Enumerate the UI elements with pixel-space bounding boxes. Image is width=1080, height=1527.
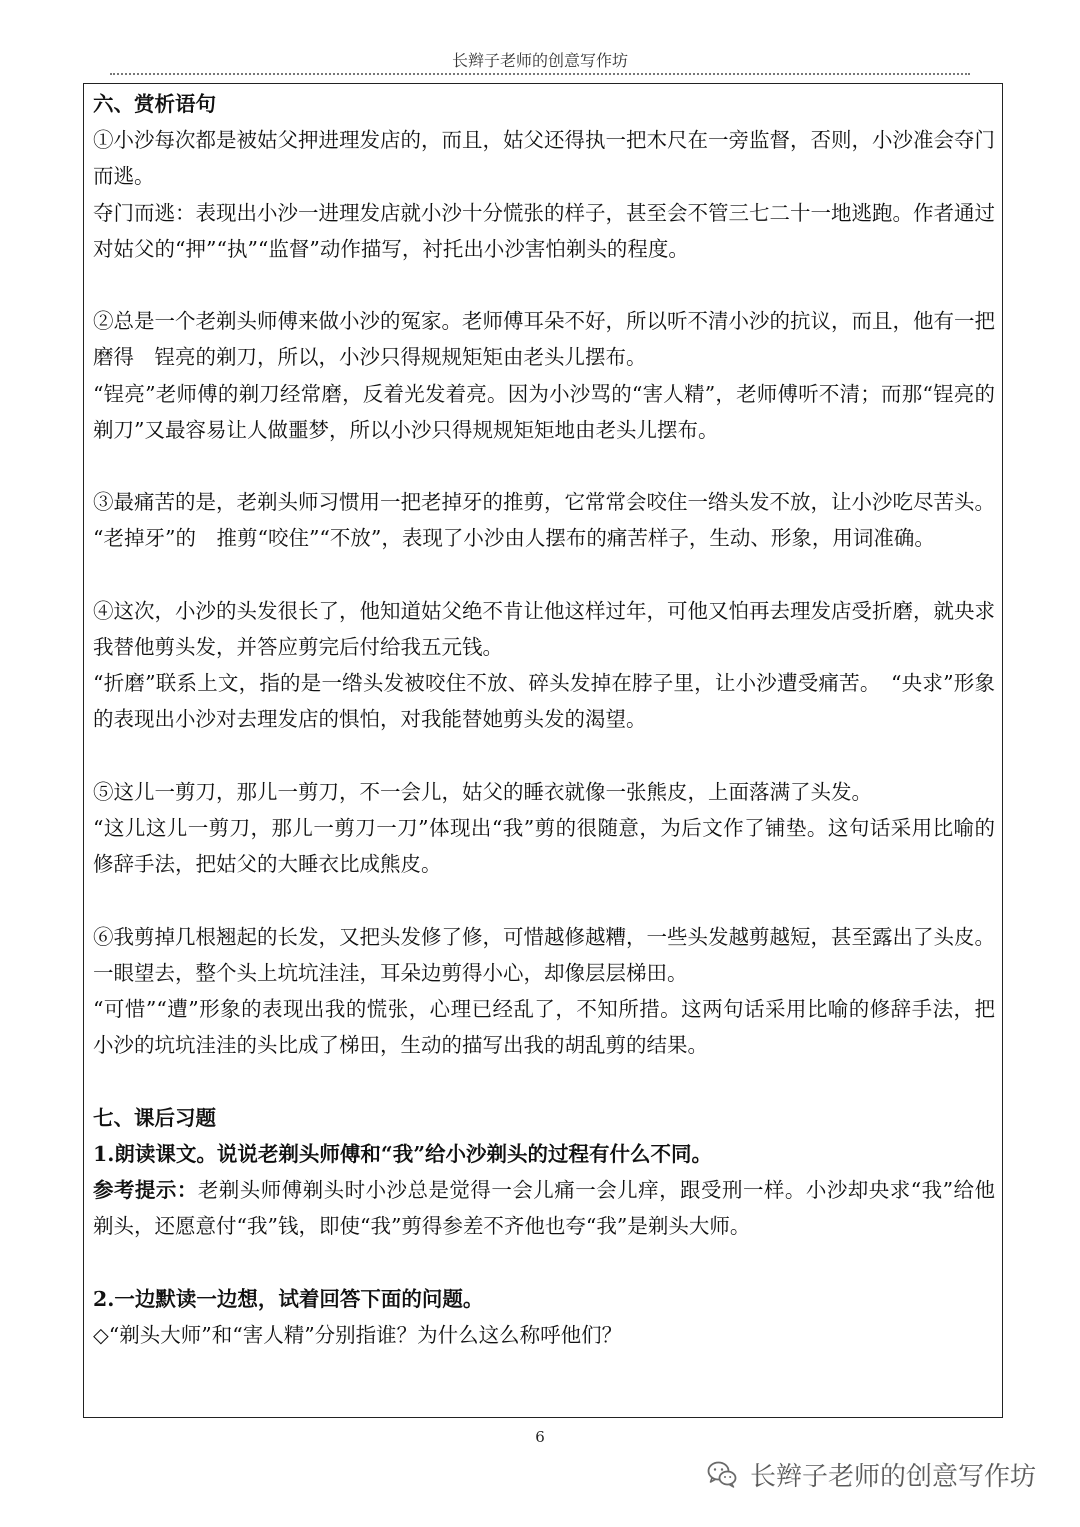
exercise-question: 2.一边默读一边想，试着回答下面的问题。 (93, 1286, 484, 1311)
quoted-sentence: ②总是一个老剃头师傅来做小沙的冤家。老师傅耳朵不好，所以听不清小沙的抗议，而且，他有一把磨得 锃亮的剃刀，所以，小沙只得规规矩矩由老头儿摆布。 (93, 309, 995, 370)
sentence-analysis: “可惜”“遭”形象的表现出我的慌张，心理已经乱了，不知所措。这两句话采用比喻的修辞手法，把小沙的坑坑洼洼的头比成了梯田，生动的描写出我的胡乱剪的结果。 (93, 997, 995, 1058)
sentence-analysis: “这儿这儿一剪刀，那儿一剪刀一刀”体现出“我”剪的很随意，为后文作了铺垫。这句话采用比喻的修辞手法，把姑父的大睡衣比成熊皮。 (93, 816, 995, 877)
hint-label: 参考提示： (93, 1178, 198, 1202)
quoted-sentence: ⑤这儿一剪刀，那儿一剪刀，不一会儿，姑父的睡衣就像一张熊皮，上面落满了头发。 (93, 779, 872, 804)
section-heading: 六、赏析语句 (93, 92, 216, 116)
page-header: 长辫子老师的创意写作坊 (451, 51, 628, 70)
document-body (93, 86, 995, 1353)
quoted-sentence: ③最痛苦的是，老剃头师习惯用一把老掉牙的推剪，它常常会咬住一绺头发不放，让小沙吃尽苦头。 (93, 490, 995, 515)
section-heading: 七、课后习题 (93, 1105, 216, 1130)
sentence-analysis: “锃亮”老师傅的剃刀经常磨，反着光发着亮。因为小沙骂的“害人精”，老师傅听不清；而那“锃亮的剃刀”又最容易让人做噩梦，所以小沙只得规规矩矩地由老头儿摆布。 (93, 381, 995, 442)
quoted-sentence: ④这次，小沙的头发很长了，他知道姑父绝不肯让他这样过年，可他又怕再去理发店受折磨，就央求我替他剪头发，并答应剪完后付给我五元钱。 (93, 598, 995, 659)
hint-text: 老剃头师傅剃头时小沙总是觉得一会儿痛一会儿痒，跟受刑一样。小沙却央求“我”给他剃头，还愿意付“我”钱，即使“我”剪得参差不齐他也夸“我”是剃头大师。 (93, 1178, 996, 1239)
wechat-icon (706, 1459, 738, 1489)
sentence-analysis: “折磨”联系上文，指的是一绺头发被咬住不放、碎头发掉在脖子里，让小沙遭受痛苦。 “央求”形象的表现出小沙对去理发店的惧怕，对我能替她剪头发的渴望。 (93, 671, 995, 732)
sentence-analysis: 夺门而逃：表现出小沙一进理发店就小沙十分慌张的样子，甚至会不管三七二十一地逃跑。作者通过对姑父的“押”“执”“监督”动作描写，衬托出小沙害怕剃头的程度。 (93, 200, 995, 261)
quoted-sentence: ①小沙每次都是被姑父押进理发店的，而且，姑父还得执一把木尺在一旁监督，否则，小沙准会夺门而逃。 (93, 128, 995, 189)
exercise-question: 1.朗读课文。说说老剃头师傅和“我”给小沙剃头的过程有什么不同。 (93, 1141, 712, 1166)
page-number: 6 (535, 1428, 545, 1446)
watermark-text: 长辫子老师的创意写作坊 (750, 1461, 1037, 1492)
sentence-analysis: “老掉牙”的 推剪“咬住”“不放”，表现了小沙由人摆布的痛苦样子，生动、形象，用词准确。 (93, 526, 935, 551)
watermark (706, 1456, 1036, 1492)
quoted-sentence: ⑥我剪掉几根翘起的长发，又把头发修了修，可惜越修越糟，一些头发越剪越短，甚至露出了头皮。一眼望去，整个头上坑坑洼洼，耳朵边剪得小心，却像层层梯田。 (93, 924, 995, 985)
exercise-subquestion: ◇“剃头大师”和“害人精”分别指谁？为什么这么称呼他们？ (93, 1322, 623, 1347)
header-divider (110, 73, 970, 75)
reference-hint (93, 1172, 995, 1244)
